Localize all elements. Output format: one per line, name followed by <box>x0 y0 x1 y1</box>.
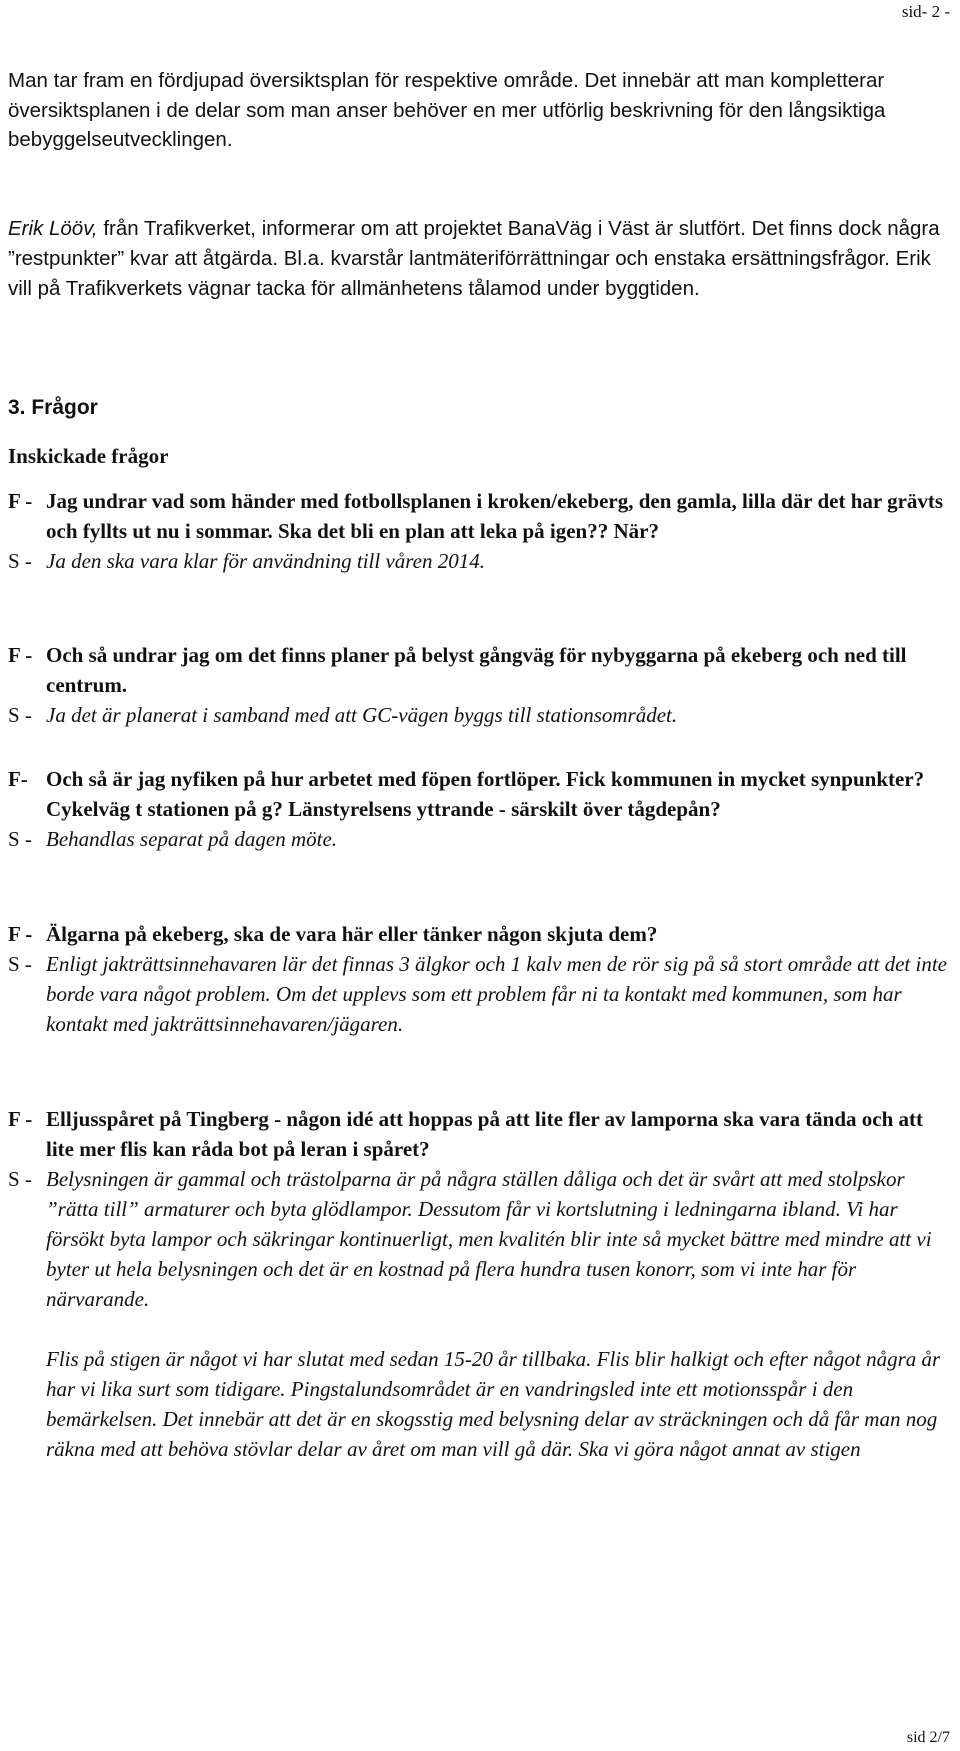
answer-prefix: S - <box>8 703 32 727</box>
qa-item-5 <box>8 1104 952 1464</box>
qa-item-1 <box>8 486 952 576</box>
page-number-header: sid- 2 - <box>901 2 950 21</box>
answer-prefix: S - <box>8 549 32 573</box>
qa-item-3 <box>8 764 952 854</box>
answer-row <box>8 546 952 576</box>
answer-text: Belysningen är gammal och trästolparna är på några ställen dåliga och det är svårt att med stolpskor ”rätta till” armaturer och byta glödlampor. Dessutom får vi kortslutning i ledningarna ibland. Vi har försökt byta lampor och säkringar kontinuerligt, men kvalitén blir inte så mycket bättre med mindre att vi byter ut hela belysningen och det är en kostnad på flera hundra tusen konorr, som vi inte har för närvarande. <box>46 1167 932 1311</box>
question-prefix: F- <box>8 767 28 791</box>
answer-continuation-row <box>8 1344 952 1464</box>
page-number-footer: sid 2/7 <box>906 1729 950 1746</box>
answer-text: Ja den ska vara klar för användning till våren 2014. <box>46 549 485 573</box>
answer-text: Ja det är planerat i samband med att GC-vägen byggs till stationsområdet. <box>46 703 678 727</box>
question-text: Älgarna på ekeberg, ska de vara här eller tänker någon skjuta dem? <box>46 922 658 946</box>
section-title: 3. Frågor <box>8 396 98 419</box>
answer-row <box>8 1164 952 1314</box>
question-prefix: F - <box>8 489 33 513</box>
intro-text: Man tar fram en fördjupad översiktsplan för respektive område. Det innebär att man kompletterar översiktsplanen i de delar som man anser behöver en mer utförlig beskrivning för den långsiktiga bebyggelseutvecklingen. <box>8 69 886 151</box>
speaker-name: Erik Lööv, <box>8 217 98 240</box>
question-text: Elljusspåret på Tingberg - någon idé att hoppas på att lite fler av lamporna ska vara tända och att lite mer flis kan råda bot på leran i spåret? <box>46 1107 924 1161</box>
trafikverket-text: från Trafikverket, informerar om att projektet BanaVäg i Väst är slutfört. Det finns dock några ”restpunkter” kvar att åtgärda. Bl.a. kvarstår lantmäteriförrättningar och enstaka ersättningsfrågor. Erik vill på Trafikverkets vägnar tacka för allmänhetens tålamod under byggtiden. <box>8 217 940 300</box>
trafikverket-paragraph <box>8 214 952 304</box>
question-row <box>8 486 952 546</box>
section-subtitle: Inskickade frågor <box>8 444 169 468</box>
question-row <box>8 919 952 949</box>
answer-prefix: S - <box>8 1167 32 1191</box>
answer-text: Behandlas separat på dagen möte. <box>46 827 338 851</box>
question-row <box>8 640 952 700</box>
answer-row <box>8 824 952 854</box>
question-text: Och så undrar jag om det finns planer på belyst gångväg för nybyggarna på ekeberg och ned till centrum. <box>46 643 907 697</box>
intro-paragraph <box>8 66 952 155</box>
answer-continuation-text: Flis på stigen är något vi har slutat med sedan 15-20 år tillbaka. Flis blir halkigt och efter något några år har vi lika surt som tidigare. Pingstalundsområdet är en vandringsled inte ett motionsspår i den bemärkelsen. Det innebär att det är en skogsstig med belysning delar av sträckningen och då får man nog räkna med att behöva stövlar delar av året om man vill gå där. Ska vi göra något annat av stigen <box>46 1347 941 1461</box>
question-prefix: F - <box>8 922 33 946</box>
qa-item-4 <box>8 919 952 1039</box>
answer-row <box>8 949 952 1039</box>
question-text: Och så är jag nyfiken på hur arbetet med föpen fortlöper. Fick kommunen in mycket synpunkter? Cykelväg t stationen på g? Länstyrelsens yttrande - särskilt över tågdepån? <box>46 767 925 821</box>
question-text: Jag undrar vad som händer med fotbollsplanen i kroken/ekeberg, den gamla, lilla där det har grävts och fyllts ut nu i sommar. Ska det bli en plan att leka på igen?? När? <box>46 489 944 543</box>
answer-row <box>8 700 952 730</box>
answer-prefix: S - <box>8 827 32 851</box>
question-row <box>8 1104 952 1164</box>
answer-text: Enligt jakträttsinnehavaren lär det finnas 3 älgkor och 1 kalv men de rör sig på så stort område att det inte borde vara något problem. Om det upplevs som ett problem får ni ta kontakt med kommunen, som har kontakt med jakträttsinnehavaren/jägaren. <box>46 952 947 1036</box>
question-prefix: F - <box>8 1107 33 1131</box>
question-prefix: F - <box>8 643 33 667</box>
answer-prefix: S - <box>8 952 32 976</box>
qa-item-2 <box>8 640 952 730</box>
question-row <box>8 764 952 824</box>
